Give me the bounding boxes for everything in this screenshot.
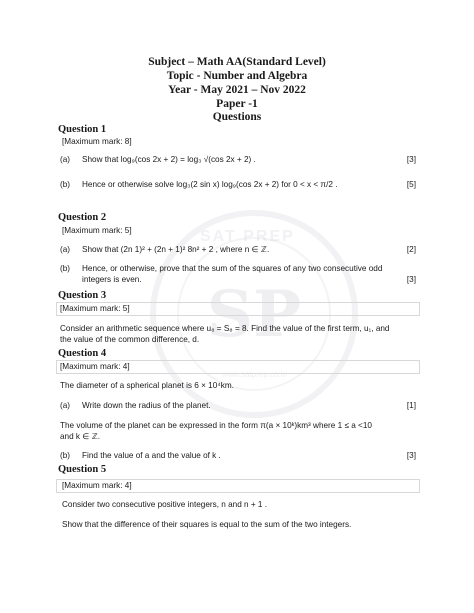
question-3-title: Question 3: [58, 290, 107, 301]
question-4-title: Question 4: [58, 348, 107, 359]
question-1a-marks: [3]: [406, 155, 416, 164]
question-1b-label: (b): [60, 180, 71, 189]
question-4-mid-line1: The volume of the planet can be expressed in the form π(a × 10ᵏ)km³ where 1 ≤ a <10: [60, 421, 372, 430]
question-4b-label: (b): [60, 451, 71, 460]
question-3-text-line2: the value of the common difference, d.: [60, 335, 200, 344]
question-4-mid-line2: and k ∈ ℤ.: [60, 432, 101, 441]
question-2b-text-line2: integers is even.: [82, 275, 142, 284]
question-1b-text: Hence or otherwise solve log₃(2 sin x) log₉(cos 2x + 2) for 0 < x < π/2 .: [82, 180, 338, 189]
question-2-max-mark: [Maximum mark: 5]: [62, 226, 132, 235]
header-questions: Questions: [212, 111, 262, 123]
question-4-max-mark: [Maximum mark: 4]: [60, 362, 130, 371]
header-topic: Topic - Number and Algebra: [166, 70, 308, 82]
watermark-top-text: SAT PREP: [200, 228, 295, 245]
question-3-text-line1: Consider an arithmetic sequence where u₈ = S₈ = 8. Find the value of the first term, u₁, and: [60, 324, 390, 333]
question-2a-label: (a): [60, 245, 71, 254]
question-2a-text: Show that (2n 1)² + (2n + 1)² 8n² + 2 , where n ∈ ℤ.: [82, 245, 270, 254]
question-4b-text: Find the value of a and the value of k .: [82, 451, 221, 460]
question-4b-marks: [3]: [406, 451, 416, 460]
question-4a-marks: [1]: [406, 401, 416, 410]
question-2-title: Question 2: [58, 212, 107, 223]
question-2a-marks: [2]: [406, 245, 416, 254]
question-2b-text-line1: Hence, or otherwise, prove that the sum of the squares of any two consecutive odd: [82, 264, 383, 273]
question-1-max-mark: [Maximum mark: 8]: [62, 137, 132, 146]
watermark-url-text: www.satprep.co.in: [222, 370, 287, 379]
question-1-title: Question 1: [58, 124, 107, 135]
question-1a-text: Show that log₉(cos 2x + 2) = log₃ √(cos 2x + 2) .: [82, 155, 256, 164]
header-year: Year - May 2021 – Nov 2022: [168, 84, 306, 96]
question-4-intro: The diameter of a spherical planet is 6 × 10⁴km.: [60, 381, 234, 390]
question-1a-label: (a): [60, 155, 71, 164]
header-subject: Subject – Math AA(Standard Level): [148, 56, 326, 68]
question-3-max-mark: [Maximum mark: 5]: [60, 304, 130, 313]
question-2b-marks: [3]: [406, 275, 416, 284]
question-5-title: Question 5: [58, 464, 107, 475]
watermark-letters: SP: [177, 237, 331, 391]
question-5-text-line2: Show that the difference of their squares is equal to the sum of the two integers.: [62, 520, 352, 529]
question-4a-text: Write down the radius of the planet.: [82, 401, 211, 410]
header-paper: Paper -1: [216, 98, 258, 110]
question-4a-label: (a): [60, 401, 71, 410]
question-2b-label: (b): [60, 264, 71, 273]
question-5-max-mark: [Maximum mark: 4]: [62, 481, 132, 490]
question-5-text-line1: Consider two consecutive positive integers, n and n + 1 .: [62, 500, 268, 509]
question-1b-marks: [5]: [406, 180, 416, 189]
